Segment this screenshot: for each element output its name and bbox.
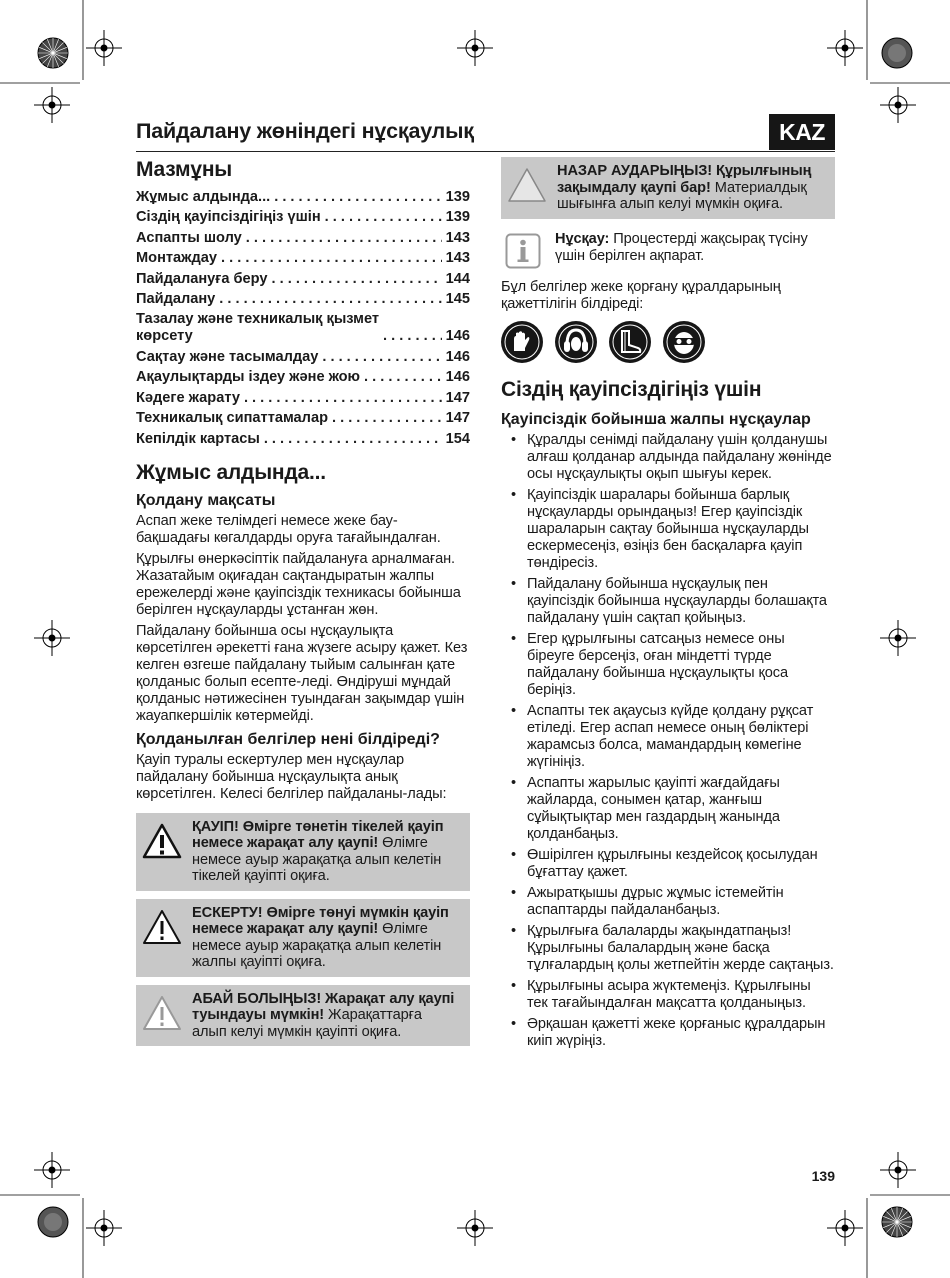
safety-subheading: Қауіпсіздік бойынша жалпы нұсқаулар bbox=[501, 410, 811, 428]
ear-protection-icon bbox=[555, 321, 597, 363]
ppe-icons bbox=[501, 321, 835, 363]
toc-item-page: 145 bbox=[445, 291, 470, 307]
symbols-paragraph: Қауіп туралы ескертулер мен нұсқаулар пайдалану бойынша нұсқаулықта анық көрсетілген. Келесі белгілер пайдаланы-лады: bbox=[136, 751, 447, 802]
safety-list-item: • Аспапты жарылыс қауіпті жағдайдағы жайларда, сонымен қатар, жанғыш сұйықтықтар мен газдардың жанында қолданбаңыз. bbox=[501, 775, 835, 843]
page-title: Пайдалану жөніндегі нұсқаулық bbox=[136, 119, 474, 143]
toc-item[interactable] bbox=[136, 427, 470, 448]
safety-list-item: • Егер құрылғыны сатсаңыз немесе оны біреуге берсеңіз, оған міндетті түрде пайдалану бойынша нұсқаулықты қоса беріңіз. bbox=[501, 631, 835, 699]
toc-leader bbox=[221, 250, 442, 267]
safety-list-item: • Аспапты тек ақаусыз күйде қолдану рұқсат етіледі. Егер аспап немесе оның бөліктері жарамсыз болса, мамандардың көмегіне жүгініңіз. bbox=[501, 703, 835, 771]
toc-leader bbox=[246, 230, 442, 247]
toc-item-page: 147 bbox=[445, 410, 470, 426]
toc-item-label: Пайдалану bbox=[136, 291, 216, 307]
notice-title: ҚАУІП! Өмірге төнетін тікелей қауіп немесе жарақат алу қаупі! bbox=[192, 818, 444, 851]
toc-item-label: Тазалау және техникалық қызмет bbox=[136, 311, 380, 327]
toc-item-page: 146 bbox=[445, 369, 470, 385]
warning-triangle-icon bbox=[142, 823, 182, 859]
right-column bbox=[501, 157, 835, 1054]
warning-notice bbox=[136, 899, 470, 977]
page-header bbox=[136, 112, 835, 152]
safety-list-item: • Ажыратқышы дұрыс жұмыс істемейтін аспаптарды пайдаланбаңыз. bbox=[501, 885, 835, 919]
notice-text: Жарақаттарға алып келуі мүмкін қауіпті оқиға. bbox=[192, 1007, 422, 1040]
left-column bbox=[136, 157, 470, 1054]
toc-leader bbox=[383, 328, 442, 345]
purpose-paragraph: Құрылғы өнеркәсіптік пайдалануға арналмаған. Жазатайым оқиғадан сақтандыратын жалпы ережелерді және қауіпсіздік техникасы бойынша берілген нұсқауларды ұстанған жөн. bbox=[136, 550, 461, 618]
notice-text: Өлімге немесе ауыр жарақатқа алып келетін жалпы қауіпті оқиға. bbox=[192, 921, 442, 970]
safety-list-item: • Құрылғыны асыра жүктемеңіз. Құрылғыны тек тағайындалған мақсатта қолданыңыз. bbox=[501, 978, 835, 1012]
goggles-icon bbox=[663, 321, 705, 363]
toc-item[interactable] bbox=[136, 407, 470, 428]
toc-item[interactable] bbox=[136, 288, 470, 309]
safety-list-item: • Өшірілген құрылғыны кездейсоқ қосылудан бұғаттау қажет. bbox=[501, 847, 835, 881]
purpose-paragraph: Аспап жеке телімдегі немесе жеке бау-бақшадағы көгалдарды оруға тағайындалған. bbox=[136, 512, 441, 546]
safety-list bbox=[501, 432, 835, 1050]
toc-item-label: Сіздің қауіпсіздігіңіз үшін bbox=[136, 209, 321, 225]
notice-text: Өлімге немесе ауыр жарақатқа алып келетін тікелей қауіпті оқиға. bbox=[192, 835, 442, 884]
toc-item-page: 139 bbox=[445, 188, 470, 205]
toc-leader bbox=[332, 410, 442, 427]
toc-item[interactable] bbox=[136, 267, 470, 288]
toc-item[interactable] bbox=[136, 185, 470, 206]
toc-leader bbox=[244, 390, 442, 407]
toc-leader bbox=[364, 369, 442, 386]
page-number: 139 bbox=[811, 1168, 835, 1184]
section-heading-safety: Сіздің қауіпсіздігіңіз үшін bbox=[501, 377, 762, 401]
toc-item-page: 139 bbox=[445, 209, 470, 225]
notice-title: НАЗАР АУДАРЫҢЫЗ! Құрылғының зақымдалу қаупі бар! bbox=[557, 163, 812, 196]
attention-notice bbox=[501, 157, 835, 219]
toc-item[interactable] bbox=[136, 206, 470, 227]
toc-leader bbox=[274, 189, 441, 206]
toc-heading: Мазмұны bbox=[136, 158, 233, 181]
toc-item[interactable] bbox=[136, 308, 470, 345]
toc-item[interactable] bbox=[136, 226, 470, 247]
section-heading-before-work: Жұмыс алдында... bbox=[136, 460, 326, 484]
ppe-paragraph: Бұл белгілер жеке қорғану құралдарының қажеттілігін білдіреді: bbox=[501, 278, 781, 312]
caution-notice bbox=[136, 985, 470, 1047]
info-icon bbox=[505, 233, 541, 269]
toc-item[interactable] bbox=[136, 345, 470, 366]
toc-item-label: Сақтау және тасымалдау bbox=[136, 348, 319, 365]
language-badge: KAZ bbox=[769, 114, 835, 150]
toc-item-page: 143 bbox=[445, 229, 470, 246]
toc-item-label: Кепілдік картасы bbox=[136, 430, 260, 447]
toc-item-label: Монтаждау bbox=[136, 250, 217, 266]
notice-title: АБАЙ БОЛЫҢЫЗ! Жарақат алу қаупі туындауы мүмкін! bbox=[192, 990, 455, 1023]
warning-triangle-icon bbox=[142, 909, 182, 945]
purpose-heading: Қолдану мақсаты bbox=[136, 491, 276, 509]
toc-item-label: Кәдеге жарату bbox=[136, 389, 240, 406]
notice-title: ЕСКЕРТУ! Өмірге төнуі мүмкін қауіп немесе жарақат алу қаупі! bbox=[192, 904, 449, 937]
purpose-paragraph: Пайдалану бойынша осы нұсқаулықта көрсетілген әрекетті ғана жүзеге асыру қажет. Кез келген өзгеше пайдалану тыйым салынған қате қолданыс болып есепте-леді. Өндіруші мұндай қолданыс нәтижесінен туындаған зақымдар үшін жауапкершілік көтермейді. bbox=[136, 622, 468, 724]
toc-item-label: Аспапты шолу bbox=[136, 229, 242, 246]
info-title: Нұсқау: bbox=[555, 230, 610, 247]
table-of-contents bbox=[136, 185, 470, 448]
toc-item[interactable] bbox=[136, 366, 470, 387]
boots-icon bbox=[609, 321, 651, 363]
toc-leader bbox=[264, 431, 442, 448]
toc-item-label: Пайдалануға беру bbox=[136, 270, 268, 287]
warning-triangle-icon bbox=[507, 167, 547, 203]
info-text: Процестерді жақсырақ түсіну үшін берілген ақпарат. bbox=[555, 230, 808, 264]
safety-list-item: • Пайдалану бойынша нұсқаулық пен қауіпсіздік бойынша нұсқауларды болашақта пайдалану үшін сақтап қойыңыз. bbox=[501, 576, 835, 627]
info-note bbox=[501, 227, 835, 269]
toc-item-page: 146 bbox=[445, 328, 470, 344]
warning-triangle-icon bbox=[142, 995, 182, 1031]
safety-list-item: • Құралды сенімді пайдалану үшін қолданушы алғаш қолданар алдында пайдалану жөнінде осы нұсқаулықты оқып шығуы керек. bbox=[501, 432, 835, 483]
safety-list-item: • Қауіпсіздік шаралары бойынша барлық нұсқауларды орындаңыз! Егер қауіпсіздік шараларын сақтау бойынша нұсқауларды ескермесеңіз, өзіңіз бен басқаларға қауіп төндіресіз. bbox=[501, 487, 835, 572]
toc-item[interactable] bbox=[136, 247, 470, 268]
toc-item[interactable] bbox=[136, 386, 470, 407]
toc-leader bbox=[219, 291, 441, 308]
toc-item-page: 143 bbox=[445, 250, 470, 266]
toc-item-label: Ақаулықтарды іздеу және жою bbox=[136, 369, 360, 385]
toc-item-label: Техникалық сипаттамалар bbox=[136, 410, 328, 426]
toc-item-label: Жұмыс алдында... bbox=[136, 188, 271, 205]
toc-leader bbox=[322, 349, 441, 366]
toc-leader bbox=[325, 209, 442, 226]
toc-leader bbox=[272, 271, 442, 288]
toc-item-page: 154 bbox=[445, 430, 470, 447]
toc-item-label-cont: көрсету bbox=[136, 328, 193, 344]
toc-item-page: 144 bbox=[445, 270, 470, 287]
notice-text: Материалдық шығынға алып келуі мүмкін оқиға. bbox=[557, 179, 807, 212]
gloves-icon bbox=[501, 321, 543, 363]
toc-item-page: 146 bbox=[445, 348, 470, 365]
toc-item-page: 147 bbox=[445, 389, 470, 406]
safety-list-item: • Әрқашан қажетті жеке қорғаныс құралдарын киіп жүріңіз. bbox=[501, 1016, 835, 1050]
danger-notice bbox=[136, 813, 470, 891]
safety-list-item: • Құрылғыға балаларды жақындатпаңыз! Құрылғыны балалардың және басқа тұлғалардың қолы жетпейтін жерде сақтаңыз. bbox=[501, 923, 835, 974]
symbols-heading: Қолданылған белгілер нені білдіреді? bbox=[136, 730, 440, 748]
